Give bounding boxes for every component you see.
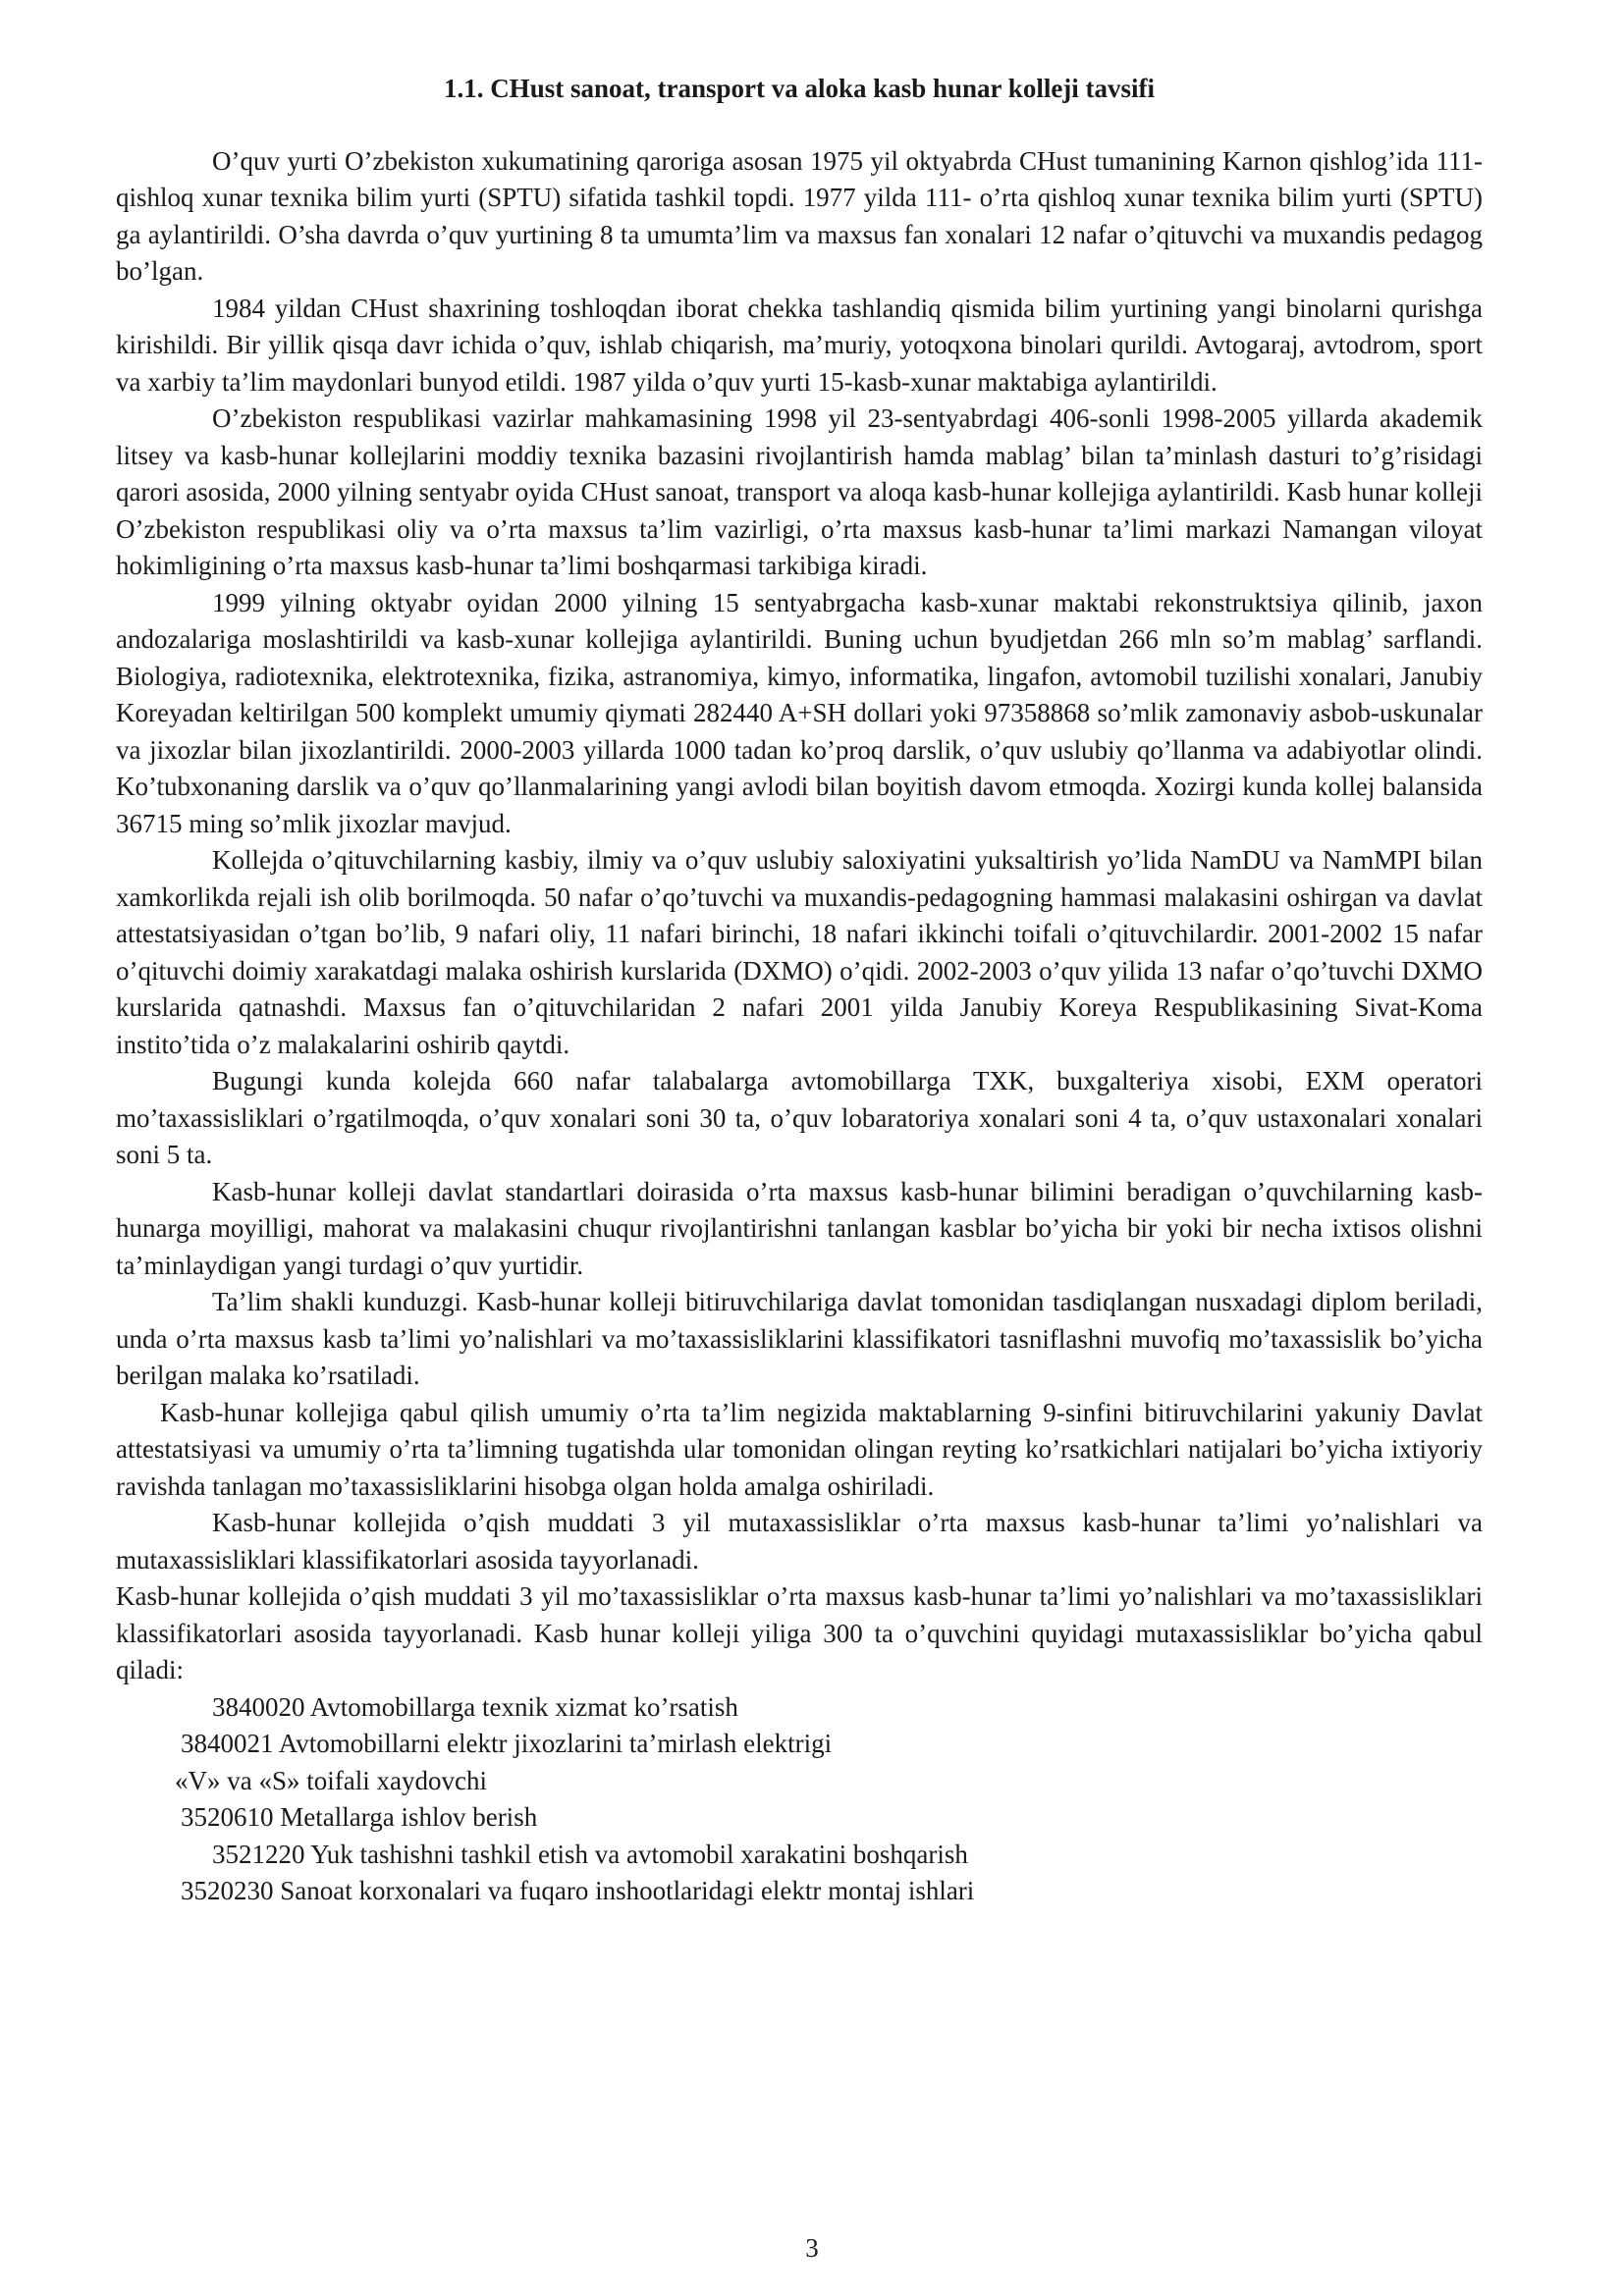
paragraph-college-definition: Kasb-hunar kolleji davlat standartlari doirasida o’rta maxsus kasb-hunar bilimini beradigan o’quvchilarning kasb-hunarga moyilligi, mahorat va malakasini chuqur rivojlantirishni tanlangan kasblar bo’yicha bir yoki bir necha ixtisos olishni ta’minlaydigan yangi turdagi o’quv yurtidir. <box>116 1176 1483 1280</box>
paragraph-education-form: Ta’lim shakli kunduzgi. Kasb-hunar kolleji bitiruvchilariga davlat tomonidan tasdiqlangan nusxadagi diplom beriladi, unda o’rta maxsus kasb ta’limi yo’nalishlari va mo’taxassisliklarini klassifikatori tasniflashni muvofiq mo’taxassislik bo’yicha berilgan malaka ko’rsatiladi. <box>116 1287 1483 1390</box>
paragraph-study-duration-repeat: Kasb-hunar kollejida o’qish muddati 3 yil mo’taxassisliklar o’rta maxsus kasb-hunar ta’limi yo’nalishlari va mo’taxassisliklari klassifikatorlari asosida tayyorlanadi. Kasb hunar kolleji yiliga 300 ta o’quvchini quyidagi mutaxassisliklar bo’yicha qabul qiladi: <box>116 1581 1483 1684</box>
specialty-item: 3520230 Sanoat korxonalari va fuqaro inshootlaridagi elektr montaj ishlari <box>181 1876 975 1905</box>
paragraph-decree-1998: O’zbekiston respublikasi vazirlar mahkamasining 1998 yil 23-sentyabrdagi 406-sonli 1998-2005 yillarda akademik litsey va kasb-hunar kollejlarini moddiy texnika bazasini rivojlantirish hamda mablag’ bilan ta’minlash dasturi to’g’risidagi qarori asosida, 2000 yilning sentyabr oyida CHust sanoat, transport va aloqa kasb-hunar kollejiga aylantirildi. Kasb hunar kolleji O’zbekiston respublikasi oliy va o’rta maxsus ta’lim vazirligi, o’rta maxsus kasb-hunar ta’limi markazi Namangan viloyat hokimligining o’rta maxsus kasb-hunar ta’limi boshqarmasi tarkibiga kiradi. <box>116 403 1483 580</box>
paragraph-construction-1984: 1984 yildan CHust shaxrining toshloqdan iborat chekka tashlandiq qismida bilim yurtining yangi binolarni qurishga kirishildi. Bir yillik qisqa davr ichida o’quv, ishlab chiqarish, ma’muriy, yotoqxona binolari qurildi. Avtogaraj, avtodrom, sport va xarbiy ta’lim maydonlari bunyod etildi. 1987 yilda o’quv yurti 15-kasb-xunar maktabiga aylantirildi. <box>116 293 1483 397</box>
specialty-item: «V» va «S» toifali xaydovchi <box>175 1765 487 1795</box>
specialty-item: 3840021 Avtomobillarni elektr jixozlarini ta’mirlash elektrigi <box>181 1729 833 1758</box>
document-page <box>116 71 1483 1910</box>
document-title: 1.1. CHust sanoat, transport va aloka kasb hunar kolleji tavsifi <box>443 74 1156 103</box>
paragraph-teacher-training: Kollejda o’qituvchilarning kasbiy, ilmiy va o’quv uslubiy saloxiyatini yuksaltirish yo’lida NamDU va NamMPI bilan xamkorlikda rejali ish olib borilmoqda. 50 nafar o’qo’tuvchi va muxandis-pedagogning hammasi malakasini oshirgan va davlat attestatsiyasidan o’tgan bo’lib, 9 nafari oliy, 11 nafari birinchi, 18 nafari ikkinchi toifali o’qituvchilardir. 2001-2002 15 nafar o’qituvchi doimiy xarakatdagi malaka oshirish kurslarida (DXMO) o’qidi. 2002-2003 o’quv yilida 13 nafar o’qo’tuvchi DXMO kurslarida qatnashdi. Maxsus fan o’qituvchilaridan 2 nafari 2001 yilda Janubiy Koreya Respublikasining Sivat-Koma instito’tida o’z malakalarini oshirib qaytdi. <box>116 845 1483 1059</box>
paragraph-current-status: Bugungi kunda kolejda 660 nafar talabalarga avtomobillarga TXK, buxgalteriya xisobi, EXM operatori mo’taxassisliklari o’rgatilmoqda, o’quv xonalari soni 30 ta, o’quv lobaratoriya xonalari soni 4 ta, o’quv ustaxonalari xonalari soni 5 ta. <box>116 1066 1483 1169</box>
paragraph-history-1975: O’quv yurti O’zbekiston xukumatining qaroriga asosan 1975 yil oktyabrda CHust tumanining Karnon qishlog’ida 111-qishloq xunar texnika bilim yurti (SPTU) sifatida tashkil topdi. 1977 yilda 111- o’rta qishloq xunar texnika bilim yurti (SPTU) ga aylantirildi. O’sha davrda o’quv yurtining 8 ta umumta’lim va maxsus fan xonalari 12 nafar o’qituvchi va muxandis pedagog bo’lgan. <box>116 145 1483 286</box>
paragraph-study-duration: Kasb-hunar kollejida o’qish muddati 3 yil mutaxassisliklar o’rta maxsus kasb-hunar ta’limi yo’nalishlari va mutaxassisliklari klassifikatorlari asosida tayyorlanadi. <box>116 1508 1483 1575</box>
paragraph-admission: Kasb-hunar kollejiga qabul qilish umumiy o’rta ta’lim negizida maktablarning 9-sinfini bitiruvchilarini yakuniy Davlat attestatsiyasi va umumiy o’rta ta’limning tugatishda ular tomonidan olingan reyting ko’rsatkichlari natijalari bo’yicha ixtiyoriy ravishda tanlagan mo’taxassisliklarini hisobga olgan holda amalga oshiriladi. <box>116 1397 1483 1501</box>
specialty-item: 3521220 Yuk tashishni tashkil etish va avtomobil xarakatini boshqarish <box>212 1839 968 1869</box>
specialty-item: 3520610 Metallarga ishlov berish <box>181 1802 538 1832</box>
specialty-item: 3840020 Avtomobillarga texnik xizmat ko’rsatish <box>212 1691 738 1722</box>
specialty-list <box>116 1689 1483 1910</box>
paragraph-reconstruction-1999: 1999 yilning oktyabr oyidan 2000 yilning 15 sentyabrgacha kasb-xunar maktabi rekonstruktsiya qilinib, jaxon andozalariga moslashtirildi va kasb-xunar kollejiga aylantirildi. Buning uchun byudjetdan 266 mln so’m mablag’ sarflandi. Biologiya, radiotexnika, elektrotexnika, fizika, astranomiya, kimyo, informatika, lingafon, avtomobil tuzilishi xonalari, Janubiy Koreyadan keltirilgan 500 komplekt umumiy qiymati 282440 A+SH dollari yoki 97358868 so’mlik zamonaviy asbob-uskunalar va jixozlar bilan jixozlantirildi. 2000-2003 yillarda 1000 tadan ko’proq darslik, o’quv uslubiy qo’llanma va adabiyotlar olindi. Ko’tubxonaning darslik va o’quv qo’llanmalarining yangi avlodi bilan boyitish davom etmoqda. Xozirgi kunda kollej balansida 36715 ming so’mlik jixozlar mavjud. <box>116 587 1483 838</box>
page-number: 3 <box>805 2233 819 2263</box>
